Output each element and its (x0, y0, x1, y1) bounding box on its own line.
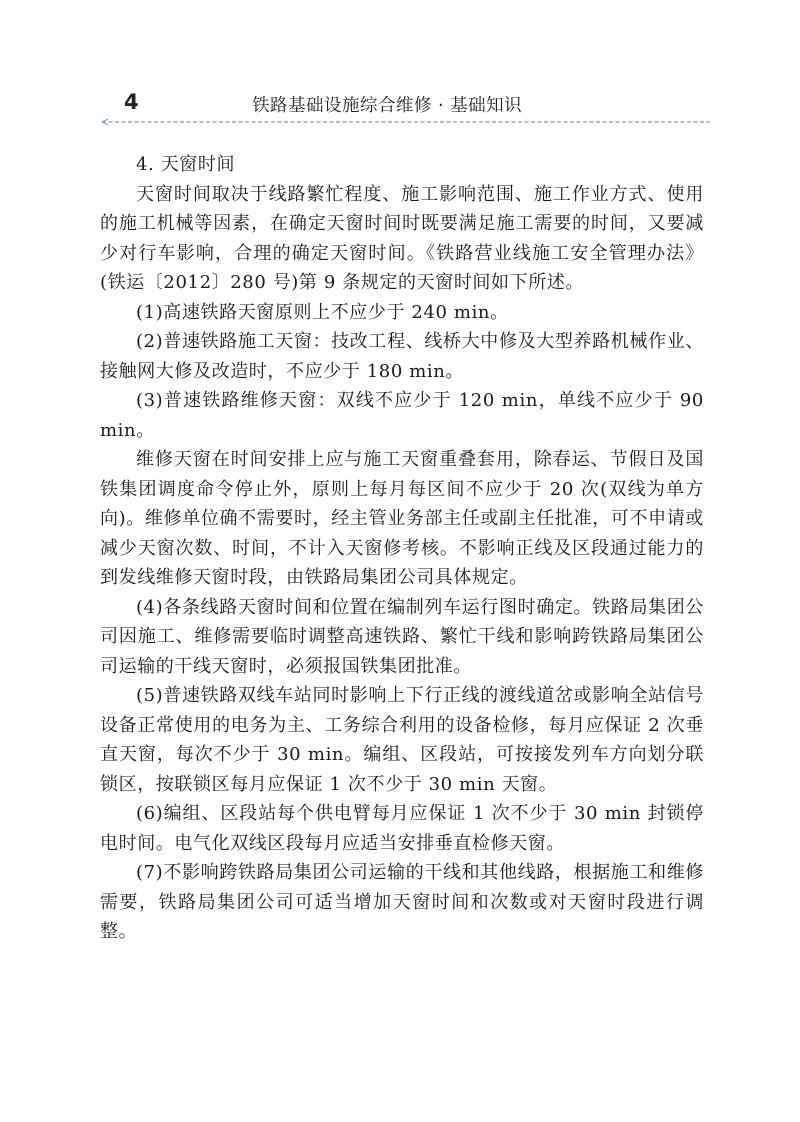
paragraph-item-1: (1)高速铁路天窗原则上不应少于 240 min。 (136, 301, 509, 323)
paragraph-item-5: (5)普速铁路双线车站同时影响上下行正线的渡线道岔或影响全站信号设备正常使用的电务为主、工务综合利用的设备检修，每月应保证 2 次垂直天窗，每次不少于 30 min。编组、区段站，可按接发列车方向划分联锁区，按联锁区每月应保证 1 次不少于 30 min 天窗。 (100, 685, 704, 795)
paragraph-maintenance-window: 维修天窗在时间安排上应与施工天窗重叠套用，除春运、节假日及国铁集团调度命令停止外，原则上每月每区间不应少于 20 次(双线为单方向)。维修单位确不需要时，经主管业务部主任或副主任批准，可不申请或减少天窗次数、时间，不计入天窗修考核。不影响正线及区段通过能力的到发线维修天窗时段，由铁路局集团公司具体规定。 (100, 449, 704, 588)
paragraph-item-3: (3)普速铁路维修天窗：双线不应少于 120 min，单线不应少于 90 min。 (100, 390, 704, 441)
running-title: 铁路基础设施综合维修 · 基础知识 (252, 96, 523, 116)
header-rule (100, 117, 712, 127)
paragraph-item-7: (7)不影响跨铁路局集团公司运输的干线和其他线路，根据施工和维修需要，铁路局集团公司可适当增加天窗时间和次数或对天窗时段进行调整。 (100, 862, 704, 942)
paragraph-item-4: (4)各条线路天窗时间和位置在编制列车运行图时确定。铁路局集团公司因施工、维修需要临时调整高速铁路、繁忙干线和影响跨铁路局集团公司运输的干线天窗时，必须报国铁集团批准。 (100, 596, 704, 677)
paragraph-item-2: (2)普速铁路施工天窗：技改工程、线桥大中修及大型养路机械作业、接触网大修及改造时，不应少于 180 min。 (100, 331, 704, 382)
paragraph-item-6: (6)编组、区段站每个供电臂每月应保证 1 次不少于 30 min 封锁停电时间。电气化双线区段每月应适当安排垂直检修天窗。 (100, 803, 704, 854)
page-body (100, 150, 704, 947)
page-number: 4 (124, 90, 139, 114)
section-heading: 4. 天窗时间 (136, 154, 236, 175)
paragraph-intro: 天窗时间取决于线路繁忙程度、施工影响范围、施工作业方式、使用的施工机械等因素，在确定天窗时间时既要满足施工需要的时间，又要减少对行车影响，合理的确定天窗时间。《铁路营业线施工安全管理办法》(铁运〔2012〕280 号)第 9 条规定的天窗时间如下所述。 (100, 183, 704, 293)
